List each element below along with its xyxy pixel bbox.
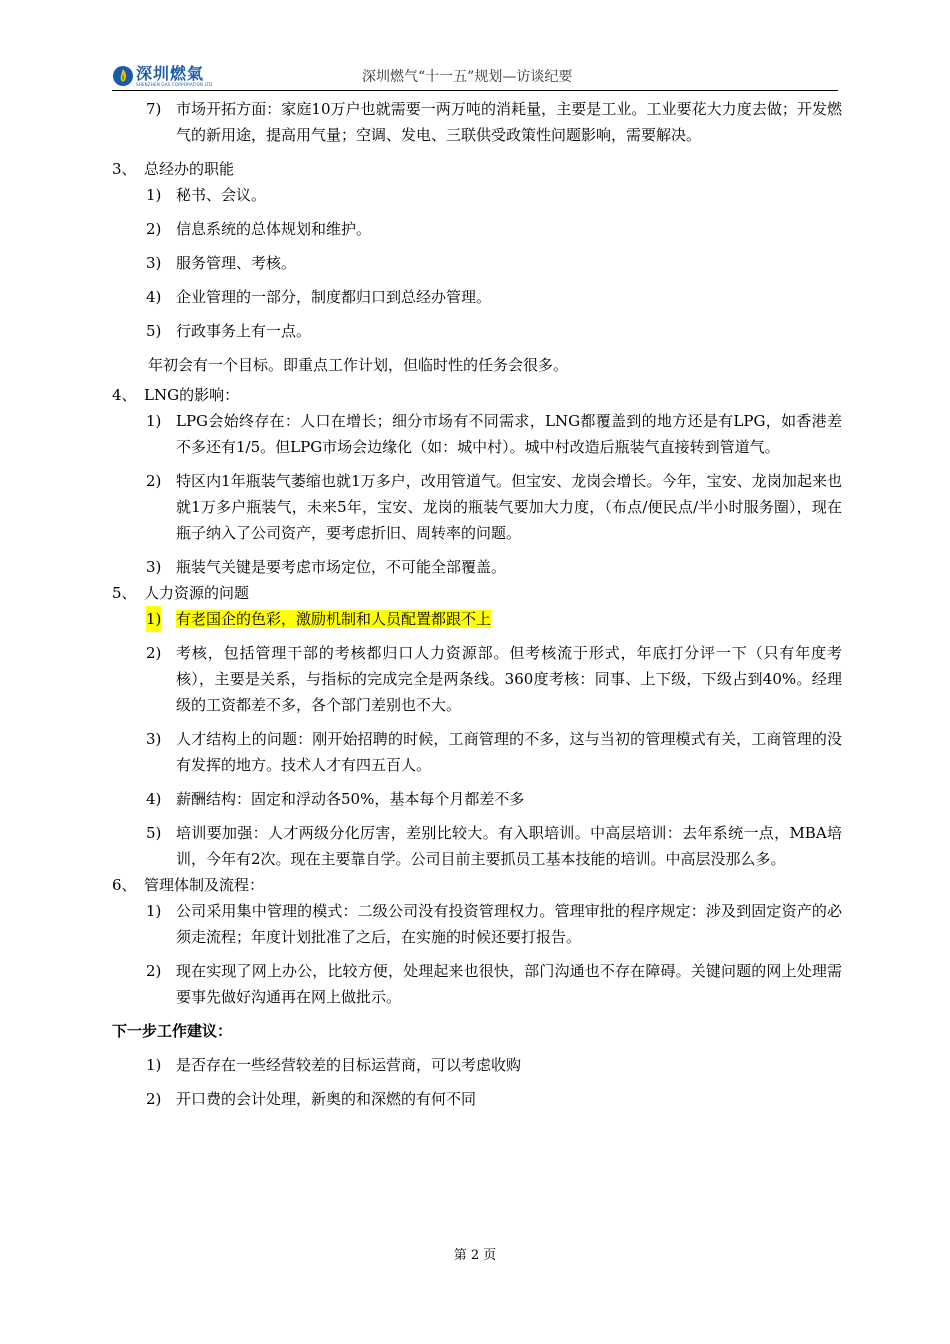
list-item — [112, 640, 842, 718]
list-item — [112, 96, 842, 148]
item-text: 现在实现了网上办公，比较方便，处理起来也很快，部门沟通也不存在障碍。关键问题的网上处理需要事先做好沟通再在网上做批示。 — [176, 962, 842, 1006]
item-number: 4) — [146, 288, 162, 306]
item-text: 服务管理、考核。 — [176, 254, 297, 272]
section-title: 总经办的职能 — [144, 160, 235, 178]
item-text: 人才结构上的问题：刚开始招聘的时候，工商管理的不多，这与当初的管理模式有关，工商管理的没有发挥的地方。技术人才有四五百人。 — [176, 730, 842, 774]
item-number: 7) — [146, 100, 162, 118]
list-item — [112, 1086, 842, 1112]
item-number: 1) — [146, 186, 162, 204]
item-number: 1) — [146, 606, 161, 632]
list-item — [112, 898, 842, 950]
section-heading — [112, 580, 842, 606]
item-text: 瓶装气关键是要考虑市场定位，不可能全部覆盖。 — [176, 558, 507, 576]
list-item — [112, 1052, 842, 1078]
list-item — [112, 606, 842, 632]
item-number: 2) — [146, 1090, 162, 1108]
list-item — [112, 468, 842, 546]
company-logo — [112, 64, 232, 88]
item-number: 1) — [146, 412, 162, 430]
item-number: 2) — [146, 472, 162, 490]
section-title: LNG的影响： — [144, 386, 240, 404]
item-number: 3) — [146, 558, 162, 576]
item-text: 公司采用集中管理的模式：二级公司没有投资管理权力。管理审批的程序规定：涉及到固定资产的必须走流程；年度计划批准了之后，在实施的时候还要打报告。 — [176, 902, 842, 946]
list-item — [112, 820, 842, 872]
item-text: 信息系统的总体规划和维护。 — [176, 220, 372, 238]
item-number: 3) — [146, 730, 162, 748]
list-item — [112, 182, 842, 208]
item-text: 秘书、会议。 — [176, 186, 267, 204]
page-number: 第 2 页 — [453, 1248, 497, 1263]
item-text: 企业管理的一部分，制度都归口到总经办管理。 — [176, 288, 492, 306]
section-title: 管理体制及流程： — [144, 876, 265, 894]
section-number: 5、 — [112, 584, 137, 602]
item-text: 市场开拓方面：家庭10万户也就需要一两万吨的消耗量，主要是工业。工业要花大力度去做；开发燃气的新用途，提高用气量；空调、发电、三联供受政策性问题影响，需要解决。 — [176, 100, 842, 144]
item-number: 2) — [146, 962, 162, 980]
highlighted-item-text: 有老国企的色彩，激励机制和人员配置都跟不上 — [176, 610, 492, 628]
section-number: 3、 — [112, 160, 137, 178]
logo-text: 深圳燃氣 — [136, 64, 205, 83]
next-steps-heading: 下一步工作建议： — [112, 1022, 233, 1040]
item-text: 行政事务上有一点。 — [176, 322, 312, 340]
flame-logo-icon — [112, 65, 134, 87]
list-item — [112, 958, 842, 1010]
section-note: 年初会有一个目标。即重点工作计划，但临时性的任务会很多。 — [148, 356, 569, 374]
item-text: 培训要加强：人才两级分化厉害，差别比较大。有入职培训。中高层培训：去年系统一点，MBA培训，今年有2次。现在主要靠自学。公司目前主要抓员工基本技能的培训。中高层没那么多。 — [176, 824, 842, 868]
item-text: 薪酬结构：固定和浮动各50%，基本每个月都差不多 — [176, 790, 525, 808]
document-body — [112, 96, 842, 1120]
item-number: 2) — [146, 220, 162, 238]
list-item — [112, 554, 842, 580]
section-title: 人力资源的问题 — [144, 584, 250, 602]
item-text: 考核，包括管理干部的考核都归口人力资源部。但考核流于形式，年底打分评一下（只有年度考核），主要是关系，与指标的完成完全是两条线。360度考核：同事、上下级，下级占到40%。经理级的工资都差不多，各个部门差别也不大。 — [176, 644, 842, 714]
section-heading — [112, 872, 842, 898]
list-item — [112, 216, 842, 242]
logo-subtext: SHENZHEN GAS CORPORATION LTD — [136, 82, 213, 87]
list-item — [112, 786, 842, 812]
item-number: 1) — [146, 1056, 162, 1074]
list-item — [112, 726, 842, 778]
section-number: 6、 — [112, 876, 137, 894]
list-item — [112, 318, 842, 344]
item-number: 2) — [146, 644, 162, 662]
item-text: 是否存在一些经营较差的目标运营商，可以考虑收购 — [176, 1056, 522, 1074]
item-number: 1) — [146, 902, 162, 920]
page-header — [112, 62, 838, 91]
item-number: 5) — [146, 824, 162, 842]
item-text: LPG会始终存在：人口在增长；细分市场有不同需求，LNG都覆盖到的地方还是有LPG，如香港差不多还有1/5。但LPG市场会边缘化（如：城中村）。城中村改造后瓶装气直接转到管道气。 — [176, 412, 842, 456]
item-number: 5) — [146, 322, 162, 340]
section-heading — [112, 156, 842, 182]
item-text: 开口费的会计处理，新奥的和深燃的有何不同 — [176, 1090, 477, 1108]
item-number: 4) — [146, 790, 162, 808]
list-item — [112, 250, 842, 276]
section-heading — [112, 382, 842, 408]
item-text: 特区内1年瓶装气萎缩也就1万多户，改用管道气。但宝安、龙岗会增长。今年，宝安、龙岗加起来也就1万多户瓶装气，未来5年，宝安、龙岗的瓶装气要加大力度，（布点/便民点/半小时服务圈），现在瓶子纳入了公司资产，要考虑折旧、周转率的问题。 — [176, 472, 842, 542]
document-title: 深圳燃气“十一五”规划—访谈纪要 — [362, 69, 573, 85]
list-item — [112, 408, 842, 460]
item-number: 3) — [146, 254, 162, 272]
list-item — [112, 284, 842, 310]
section-number: 4、 — [112, 386, 137, 404]
